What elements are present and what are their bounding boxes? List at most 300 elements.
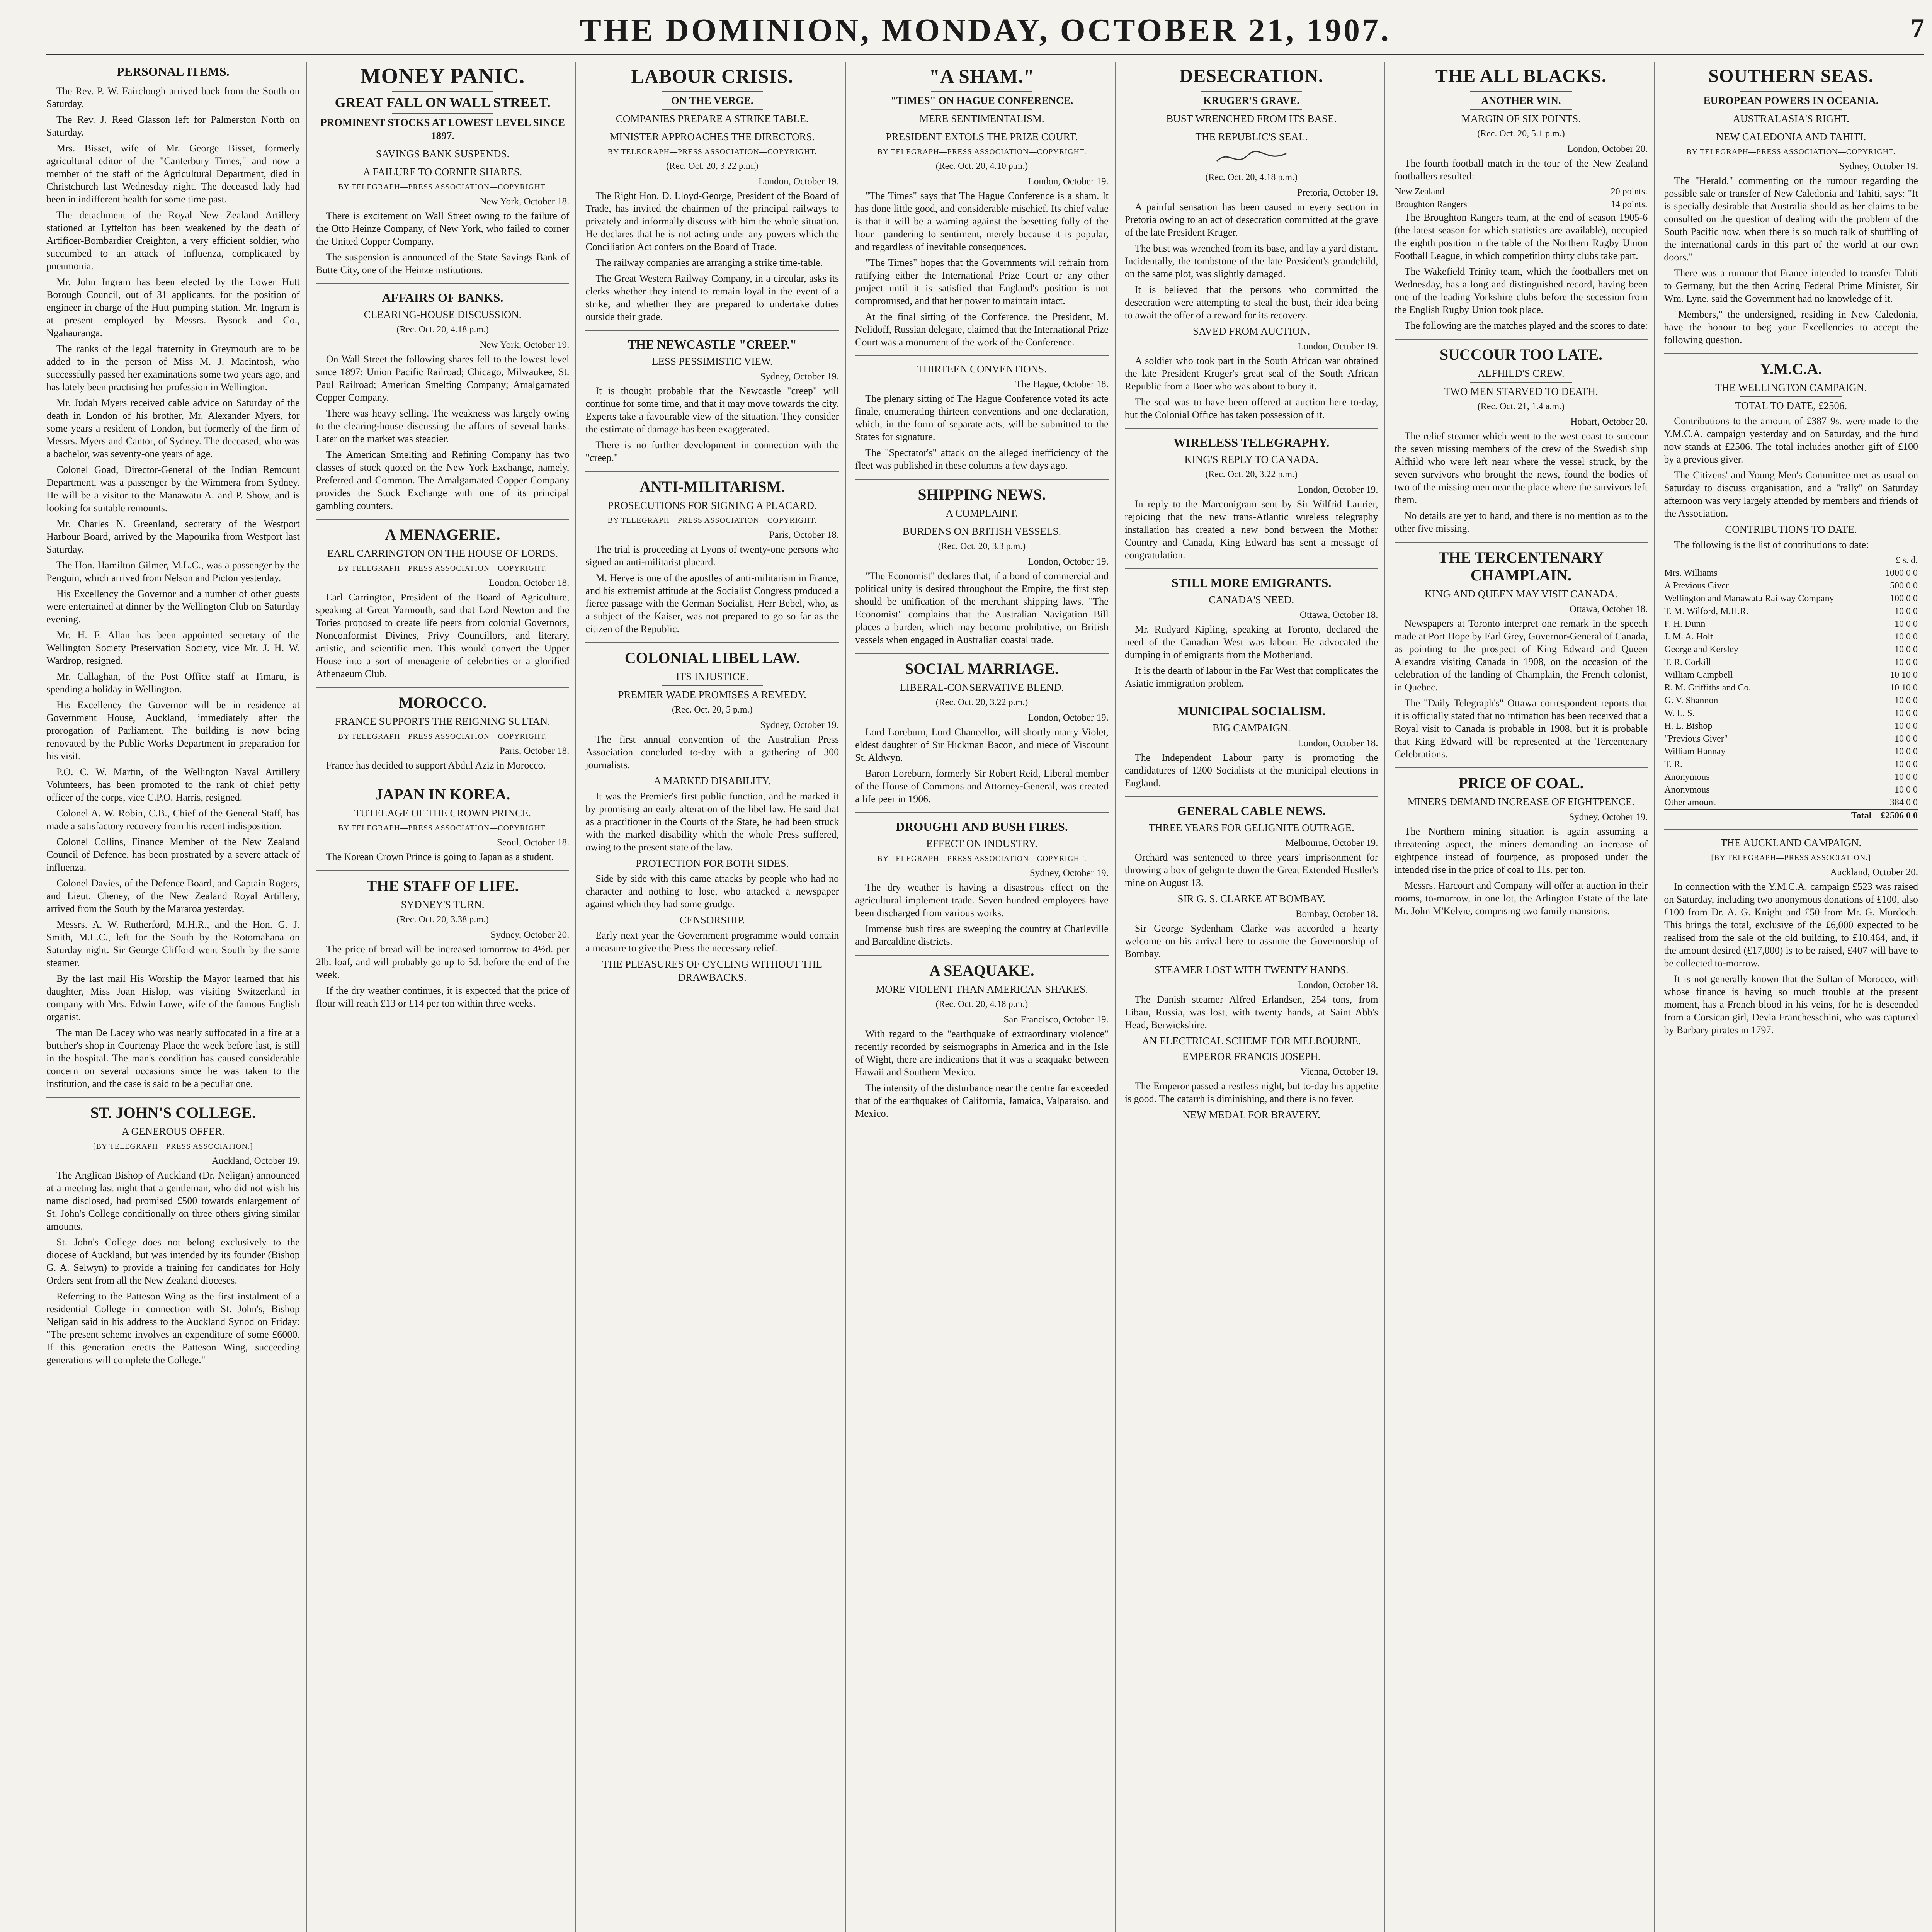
dateline: Bombay, October 18.	[1295, 909, 1378, 919]
contributor-name: J. M. A. Holt	[1664, 632, 1713, 642]
dateline: London, October 20.	[1567, 144, 1648, 154]
article-ymca	[1664, 353, 1918, 822]
received-time: (Rec. Oct. 20, 5 p.m.)	[672, 705, 753, 715]
contribution-amount: 10 0 0	[1895, 606, 1918, 616]
paragraph: Side by side with this came attacks by people who had no character and nothing to lose, who attacked a newspaper against which they had some grudge.	[585, 873, 839, 910]
dateline: Hobart, October 20.	[1570, 417, 1648, 427]
subheading: NEW CALEDONIA AND TAHITI.	[1716, 131, 1866, 143]
column-5	[1125, 62, 1385, 1932]
team-score: 20 points.	[1611, 187, 1648, 197]
article-price-of-coal	[1395, 767, 1648, 917]
paragraph: In connection with the Y.M.C.A. campaign £523 was raised on Saturday, including two anonymous donations of £100, also £100 from Dr. A. G. Knight and £50 from Mr. G. Murdoch. This brings the total, exclusive of the £6,000 expected to be realised from the sale of the old building, to £10,464, and, if the amount desired (£17,000) is to be raised, £407 will have to be collected to-morrow.	[1664, 881, 1918, 969]
byline: BY TELEGRAPH—PRESS ASSOCIATION—COPYRIGHT.	[1686, 148, 1896, 156]
dateline: London, October 19.	[1298, 341, 1378, 352]
subheading: MARGIN OF SIX POINTS.	[1461, 113, 1581, 124]
contribution-amount: 10 0 0	[1895, 696, 1918, 706]
divider	[931, 109, 1032, 110]
paragraph: The plenary sitting of The Hague Conference voted its acte finale, enumerating thirteen conventions and one declaration, which, in the form of separate acts, will be submitted to the States for signature.	[855, 393, 1109, 442]
contributor-name: Wellington and Manawatu Railway Company	[1664, 594, 1834, 604]
subheading: "TIMES" ON HAGUE CONFERENCE.	[890, 95, 1073, 106]
paragraph: Contributions to the amount of £387 9s. were made to the Y.M.C.A. campaign yesterday and on Saturday, and the fund now stands at £2506. The total includes another gift of £100 by a previous giver.	[1664, 415, 1918, 465]
contribution-amount: 10 0 0	[1895, 759, 1918, 769]
paragraph: The trial is proceeding at Lyons of twenty-one persons who signed an anti-militarist placard.	[585, 544, 839, 568]
subheading: A COMPLAINT.	[946, 507, 1018, 519]
table-row	[1664, 745, 1918, 758]
article-heading: SHIPPING NEWS.	[918, 486, 1046, 503]
table-row	[1664, 796, 1918, 810]
divider	[1740, 396, 1842, 397]
paragraph: Referring to the Patteson Wing as the first instalment of a residential College in connection with St. John's, Bishop Neligan said in his address to the Auckland Synod on Friday: "The present scheme involves an expenditure of some £6000. If this generation erects the Patteson Wing, succeeding generations will complete the College."	[46, 1291, 300, 1366]
paragraph: The seal was to have been offered at auction here to-day, but the Colonial Office has taken possession of it.	[1124, 396, 1378, 420]
subheading: ANOTHER WIN.	[1481, 95, 1561, 106]
contribution-amount: 10 0 0	[1895, 747, 1918, 757]
article-heading: THE ALL BLACKS.	[1435, 66, 1607, 86]
paragraph: The Korean Crown Prince is going to Japan as a student.	[326, 851, 554, 862]
total-label: Total	[1664, 810, 1872, 823]
dateline: London, October 18.	[1298, 738, 1378, 748]
contribution-amount: 500 0 0	[1890, 581, 1918, 591]
newspaper-columns	[46, 62, 1924, 1932]
table-row	[1664, 771, 1918, 784]
paragraph: Mr. H. F. Allan has been appointed secretary of the Wellington Society Preservation Society, vice Mr. J. H. W. Wardrop, resigned.	[46, 629, 300, 666]
paragraph: It is thought probable that the Newcastle "creep" will continue for some time, and that it may move towards the city. Experts take a favourable view of the situation. They consider the estimate of damage has been exaggerated.	[585, 385, 839, 435]
dateline: Ottawa, October 18.	[1569, 604, 1648, 614]
article-personal-items	[46, 64, 300, 1090]
subheading: ALFHILD'S CREW.	[1478, 367, 1565, 379]
article-anti-militarism	[585, 471, 839, 635]
match-result-table	[1395, 185, 1648, 211]
paragraph: The "Herald," commenting on the rumour regarding the possible sale or transfer of New Caledonia and Tahiti, says: "It is specially desirable that Australia should as her claims to be consulted on the question of dealing with the problem of the South Pacific now, when there is so much talk of shuffling of the international cards in this part of the world at our own doors."	[1664, 175, 1918, 263]
paragraph: The Wakefield Trinity team, which the footballers met on Wednesday, has a long and distinguished record, having been one of the leading Yorkshire clubs before the secession from the English Rugby Union took place.	[1394, 266, 1648, 315]
contribution-amount: 1000 0 0	[1885, 568, 1918, 578]
subheading: LIBERAL-CONSERVATIVE BLEND.	[900, 682, 1064, 693]
paragraph: A painful sensation has been caused in every section in Pretoria owing to an act of desecration committed at the grave of the late President Kruger.	[1124, 201, 1378, 238]
table-row	[1664, 643, 1918, 656]
paragraph: The Rev. J. Reed Glasson left for Palmerston North on Saturday.	[46, 114, 300, 138]
dateline: New York, October 18.	[480, 196, 570, 207]
article-heading: MOROCCO.	[398, 694, 487, 711]
paragraph: Mrs. Bisset, wife of Mr. George Bisset, formerly agricultural editor of the "Canterbury Times," and now a member of the staff of the Agricultural Department, died in Christchurch last Wednesday night. The deceased lady had been in indifferent health for some time past.	[46, 143, 300, 205]
contributor-name: William Campbell	[1664, 670, 1733, 680]
table-total-row	[1664, 810, 1918, 823]
article-heading: COLONIAL LIBEL LAW.	[624, 649, 800, 667]
received-time: (Rec. Oct. 20, 3.22 p.m.)	[935, 697, 1028, 707]
paragraph: The intensity of the disturbance near the centre far exceeded that of the earthquakes of California, Jamaica, Valparaiso, and Mexico.	[855, 1082, 1109, 1119]
subheading: ON THE VERGE.	[671, 95, 753, 106]
article-social-marriage	[855, 653, 1109, 805]
received-time: (Rec. Oct. 20, 4.10 p.m.)	[935, 161, 1028, 171]
paragraph: "The Times" says that The Hague Conference is a sham. It has done little good, and considerable mischief. Its chief value is that it will be a warning against the besetting folly of the hour—pandering to sentiment, merely because it is popular, and regardless of inevitable consequences.	[855, 190, 1109, 252]
paragraph: The Northern mining situation is again assuming a threatening aspect, the miners demanding an increase of eightpence instead of fourpence, as proposed under the intended rise in the price of coal to 11s. per ton.	[1394, 826, 1648, 875]
table-row	[1664, 592, 1918, 605]
paragraph: The "Spectator's" attack on the alleged inefficiency of the fleet was published in these columns a few days ago.	[855, 447, 1109, 471]
dateline: Sydney, October 19.	[1029, 868, 1109, 878]
table-row	[1664, 605, 1918, 618]
article-heading: JAPAN IN KOREA.	[375, 786, 510, 803]
paragraph: Mr. John Ingram has been elected by the Lower Hutt Borough Council, out of 31 applicants, for the position of engineer in charge of the Hutt pumping station. Mr. Ingram is at present employed by Messrs. Bysock and Co., Ngahauranga.	[46, 276, 300, 338]
contributor-name: A Previous Giver	[1664, 581, 1729, 591]
article-labour-crisis	[585, 64, 839, 323]
paragraph: The following are the matches played and the scores to date:	[1404, 320, 1648, 331]
divider	[1470, 382, 1571, 383]
dateline: London, October 19.	[1028, 556, 1109, 567]
paragraph: There was a rumour that France intended to transfer Tahiti to Germany, but the then Acting Federal Prime Minister, Sir Wm. Lyne, said the Government had no knowledge of it.	[1664, 267, 1918, 304]
article-heading: AFFAIRS OF BANKS.	[382, 291, 503, 304]
byline: BY TELEGRAPH—PRESS ASSOCIATION—COPYRIGHT.	[338, 564, 548, 573]
subheading: FRANCE SUPPORTS THE REIGNING SULTAN.	[335, 716, 550, 727]
subheading: A GENEROUS OFFER.	[121, 1126, 224, 1137]
paragraph: The American Smelting and Refining Company has two classes of stock quoted on the New York Exchange, namely, Preferred and Common. The Amalgamated Copper Company provides the Stock Exchange with one of its principal gambling counters.	[316, 449, 570, 511]
subheading: KING'S REPLY TO CANADA.	[1184, 454, 1319, 465]
paragraph: Mr. Rudyard Kipling, speaking at Toronto, declared the need of the Canadian West was labour. He advocated the dumping in of emigrants from the Motherland.	[1124, 624, 1378, 660]
column-1	[46, 62, 307, 1932]
paragraph: The Anglican Bishop of Auckland (Dr. Neligan) announced at a meeting last night that a gentleman, who did not wish his name disclosed, had promised £500 towards enlargement of St. John's College conditionally on three others giving similar amounts.	[46, 1170, 300, 1232]
byline: BY TELEGRAPH—PRESS ASSOCIATION—COPYRIGHT.	[338, 183, 548, 191]
paragraph: If the dry weather continues, it is expected that the price of flour will reach £13 or £14 per ton within three weeks.	[316, 985, 570, 1009]
paragraph: Orchard was sentenced to three years' imprisonment for throwing a box of gelignite down the Great Extended Hustler's mine on August 13.	[1124, 852, 1378, 888]
dateline: Auckland, October 19.	[211, 1156, 300, 1166]
paragraph: The Citizens' and Young Men's Committee met as usual on Saturday to discuss organisation, and a "rally" on Saturday afternoon was very largely attended by members and friends of the Association.	[1664, 469, 1918, 519]
dateline: Vienna, October 19.	[1300, 1066, 1378, 1077]
contributor-name: Other amount	[1664, 798, 1716, 808]
dateline: Paris, October 18.	[499, 746, 570, 756]
paragraph: Messrs. A. W. Rutherford, M.H.R., and the Hon. G. J. Smith, M.L.C., left for the South by the Rotomahana on Saturday night. Sir George Clifford went South by the same steamer.	[46, 919, 300, 968]
article-heading: "A SHAM."	[929, 65, 1035, 87]
subheading: MORE VIOLENT THAN AMERICAN SHAKES.	[876, 983, 1088, 995]
contribution-amount: 10 0 0	[1895, 772, 1918, 782]
paragraph: The Independent Labour party is promoting the candidatures of 1200 Socialists at the municipal elections in England.	[1124, 752, 1378, 789]
article-st-johns-college	[46, 1097, 300, 1366]
dateline: London, October 19.	[1298, 485, 1378, 495]
contribution-amount: 10 0 0	[1895, 721, 1918, 731]
article-still-more-emigrants	[1125, 568, 1378, 690]
paragraph: The first annual convention of the Australian Press Association concluded to-day with a gathering of 300 journalists.	[585, 734, 839, 770]
dateline: Sydney, October 20.	[490, 930, 570, 940]
contribution-amount: 384 0 0	[1890, 798, 1918, 808]
paragraph: The price of bread will be increased tomorrow to 4½d. per 2lb. loaf, and will probably go up to 5d. before the end of the week.	[316, 944, 570, 980]
received-time: (Rec. Oct. 20, 3.38 p.m.)	[396, 915, 489, 925]
total-value: £2506 0 0	[1872, 810, 1918, 823]
paragraph: A soldier who took part in the South African war obtained the late President Kruger's great seal of the South African Republic from a Boer who was about to bury it.	[1124, 355, 1378, 392]
divider	[392, 113, 493, 114]
dateline: Sydney, October 19.	[760, 720, 839, 730]
divider	[662, 685, 763, 686]
paragraph: Early next year the Government programme would contain a measure to give the Press the necessary relief.	[585, 930, 839, 954]
subheading: THE AUCKLAND CAMPAIGN.	[1721, 837, 1862, 849]
subheading: KRUGER'S GRAVE.	[1203, 95, 1299, 106]
page-number: 7	[1911, 14, 1924, 43]
article-tercentenary-champlain	[1395, 542, 1648, 760]
subheading: THE WELLINGTON CAMPAIGN.	[1715, 382, 1867, 393]
paragraph: Mr. Callaghan, of the Post Office staff at Timaru, is spending a holiday in Wellington.	[46, 671, 300, 695]
article-heading: A SEAQUAKE.	[929, 962, 1034, 979]
paragraph: The Great Western Railway Company, in a circular, asks its clerks whether they intend to remain loyal in the event of a strike, and whether they are prepared to undertake duties outside their grade.	[585, 273, 839, 322]
table-row	[1664, 618, 1918, 631]
table-row	[1664, 694, 1918, 707]
article-colonial-libel-law	[585, 642, 839, 984]
paragraph: There is excitement on Wall Street owing to the failure of the Otto Heinze Company, of New York, who failed to corner the United Copper Company.	[316, 210, 570, 247]
article-menagerie	[316, 519, 570, 680]
article-heading: PERSONAL ITEMS.	[117, 65, 230, 78]
article-heading: PRICE OF COAL.	[1458, 774, 1584, 792]
byline: BY TELEGRAPH—PRESS ASSOCIATION—COPYRIGHT.	[877, 854, 1087, 863]
byline: BY TELEGRAPH—PRESS ASSOCIATION—COPYRIGHT.	[338, 824, 548, 832]
divider	[1740, 91, 1842, 92]
received-time: (Rec. Oct. 20, 3.22 p.m.)	[1205, 469, 1298, 480]
paragraph: It is believed that the persons who committed the desecration were attempting to steal the bust, their idea being to await the offer of a reward for its recovery.	[1124, 284, 1378, 321]
paragraph: The "Daily Telegraph's" Ottawa correspondent reports that it is officially stated that no intimation has been received that a Royal visit to Canada is probable in 1908, but it is probable that King Edward will be represented at the Tercentenary Celebrations.	[1394, 697, 1648, 760]
subheading: BIG CAMPAIGN.	[1212, 722, 1291, 734]
paragraph: Sir George Sydenham Clarke was accorded a hearty welcome on his arrival here to assume the Governorship of Bombay.	[1124, 923, 1378, 959]
dateline: London, October 19.	[1028, 713, 1109, 723]
team-name: Broughton Rangers	[1395, 199, 1467, 209]
subheading: A MARKED DISABILITY.	[653, 775, 771, 787]
paragraph: The Right Hon. D. Lloyd-George, President of the Board of Trade, has invited the chairmen of the principal railways to privately and informally discuss with him the whole situation. He declares that he is not acting under any powers which the Conciliation Act confers on the Board of Trade.	[585, 190, 839, 252]
subheading: PROMINENT STOCKS AT LOWEST LEVEL SINCE 1897.	[320, 117, 565, 141]
divider	[662, 91, 763, 92]
contributor-name: W. L. S.	[1664, 708, 1695, 718]
subheading: CLEARING-HOUSE DISCUSSION.	[364, 309, 522, 320]
table-row	[1664, 707, 1918, 720]
subheading: THE REPUBLIC'S SEAL.	[1195, 131, 1308, 143]
byline: BY TELEGRAPH—PRESS ASSOCIATION—COPYRIGHT.	[607, 516, 817, 525]
article-heading: GENERAL CABLE NEWS.	[1177, 804, 1326, 818]
paragraph: M. Herve is one of the apostles of anti-militarism in France, and his extremist attitude at the Socialist Congress produced a fierce passage with the German Socialist, Herr Bebel, who, as a subject of the Kaiser, was not prepared to go so far as the citizen of the Republic.	[585, 572, 839, 634]
article-heading: THE TERCENTENARY CHAMPLAIN.	[1438, 549, 1604, 584]
column-6	[1395, 62, 1655, 1932]
divider	[1470, 109, 1571, 110]
subheading: SYDNEY'S TURN.	[401, 899, 485, 910]
article-heading: A MENAGERIE.	[385, 526, 500, 543]
article-heading: MONEY PANIC.	[360, 64, 525, 88]
dateline: London, October 19.	[758, 176, 839, 187]
contribution-amount: 10 10 0	[1890, 670, 1918, 680]
contribution-amount: 10 0 0	[1895, 645, 1918, 655]
received-time: (Rec. Oct. 20, 3.3 p.m.)	[938, 541, 1026, 551]
subheading: BUST WRENCHED FROM ITS BASE.	[1166, 113, 1337, 124]
subheading: ITS INJUSTICE.	[676, 671, 749, 682]
article-heading: SOCIAL MARRIAGE.	[905, 660, 1059, 677]
subheading: A FAILURE TO CORNER SHARES.	[363, 166, 522, 178]
table-row	[1395, 185, 1648, 198]
article-seaquake	[855, 955, 1109, 1120]
subheading: PREMIER WADE PROMISES A REMEDY.	[618, 689, 806, 701]
article-heading: DESECRATION.	[1179, 66, 1323, 86]
paragraph: Colonel Collins, Finance Member of the New Zealand Council of Defence, has been prostrated by a severe attack of influenza.	[46, 836, 300, 873]
byline: [BY TELEGRAPH—PRESS ASSOCIATION.]	[1711, 854, 1871, 862]
paragraph: His Excellency the Governor will be in residence at Government House, Auckland, immediately after the prorogation of Parliament. The building is now being renovated by the Public Works Department in preparation for his visit.	[46, 699, 300, 762]
paragraph: With regard to the "earthquake of extraordinary violence" recently recorded by seismographs in America and in the Isle of Wight, there are indications that it was a seaquake between Hawaii and Southern Mexico.	[855, 1028, 1109, 1078]
paragraph: The following is the list of contributions to date:	[1674, 539, 1869, 550]
column-4	[855, 62, 1116, 1932]
subheading: TUTELAGE OF THE CROWN PRINCE.	[354, 807, 531, 819]
dateline: Seoul, October 18.	[497, 837, 570, 848]
article-all-blacks	[1395, 64, 1648, 332]
subheading: MERE SENTIMENTALISM.	[919, 113, 1044, 124]
paragraph: France has decided to support Abdul Aziz in Morocco.	[326, 760, 546, 771]
subheading: LESS PESSIMISTIC VIEW.	[651, 355, 773, 367]
article-heading: THE STAFF OF LIFE.	[366, 877, 519, 895]
table-row	[1664, 631, 1918, 643]
dateline: Auckland, October 20.	[1830, 867, 1918, 878]
article-heading: ANTI-MILITARISM.	[639, 478, 785, 495]
paragraph: Newspapers at Toronto interpret one remark in the speech made at Port Hope by Earl Grey, Governor-General of Canada, as pointing to the prospect of King Edward and Queen Alexandra visiting Canada in 1908, on the occasion of the celebration of the landing of Champlain, the French colonist, in Quebec.	[1394, 618, 1648, 693]
paragraph: The Broughton Rangers team, at the end of season 1905-6 (the latest season for which statistics are available), occupied the eighth position in the table of the Northern Rugby Union Football League, in which competition thirty clubs take part.	[1394, 212, 1648, 261]
article-money-panic	[316, 64, 570, 276]
byline: BY TELEGRAPH—PRESS ASSOCIATION—COPYRIGHT.	[338, 732, 548, 741]
paragraph: It was the Premier's first public function, and he marked it by promising an early alteration of the libel law. He said that as a practitioner in the Courts of the State, he had been struck with the marked disability which the whole Press suffered, owing to the present state of the law.	[585, 791, 839, 853]
paragraph: Colonel A. W. Robin, C.B., Chief of the General Staff, has made a satisfactory recovery from his recent indisposition.	[46, 808, 300, 832]
paragraph: There was heavy selling. The weakness was largely owing to the clearing-house discussing the affairs of several banks. Later on the market was steadier.	[316, 408, 570, 444]
contribution-amount: 10 0 0	[1895, 734, 1918, 744]
dateline: Sydney, October 19.	[1839, 161, 1918, 172]
paragraph: The ranks of the legal fraternity in Greymouth are to be added to in the person of Miss M. J. Macintosh, who successfully passed her examinations some two years ago, and has lately been practising her profession in Wellington.	[46, 343, 300, 393]
subheading: EARL CARRINGTON ON THE HOUSE OF LORDS.	[327, 548, 558, 559]
subheading: PROSECUTIONS FOR SIGNING A PLACARD.	[607, 500, 817, 511]
paragraph: The Danish steamer Alfred Erlandsen, 254 tons, from Libau, Russia, was lost, with twenty hands, at Saint Abb's Head, Berwickshire.	[1124, 994, 1378, 1031]
team-name: New Zealand	[1395, 187, 1445, 197]
table-row	[1664, 669, 1918, 682]
article-heading: MUNICIPAL SOCIALISM.	[1177, 704, 1326, 718]
paragraph: "The Times" hopes that the Governments will refrain from ratifying either the International Prize Court or any other project until it is satisfied that England's position is not compromised, and that her power to maintain intact.	[855, 257, 1109, 306]
contribution-amount: 10 0 0	[1895, 657, 1918, 667]
paragraph: It is not generally known that the Sultan of Morocco, with whose finance is having so much trouble at the present moment, has a French blood in his veins, for he is descended from a Corsican girl, Devia Franchesschini, who was captured by Barbary pirates in 1797.	[1664, 973, 1918, 1036]
paragraph: The railway companies are arranging a strike time-table.	[595, 257, 823, 268]
paragraph: Colonel Davies, of the Defence Board, and Captain Rogers, and Lieut. Cheney, of the New Zealand Royal Artillery, arrived from the South by the Mararoa yesterday.	[46, 878, 300, 914]
subheading: EMPEROR FRANCIS JOSEPH.	[1182, 1051, 1321, 1062]
divider	[1470, 91, 1571, 92]
divider	[1201, 109, 1302, 110]
contribution-amount: 10 0 0	[1895, 785, 1918, 795]
contributor-name: T. R. Corkill	[1664, 657, 1711, 667]
contributor-name: William Hannay	[1664, 747, 1726, 757]
masthead-title: THE DOMINION, MONDAY, OCTOBER 21, 1907.	[579, 12, 1391, 48]
received-time: (Rec. Oct. 21, 1.4 a.m.)	[1477, 401, 1565, 412]
divider	[1740, 109, 1842, 110]
contribution-amount: 10 0 0	[1895, 632, 1918, 642]
contribution-amount: 10 0 0	[1895, 619, 1918, 629]
currency-columns: £ s. d.	[1895, 555, 1918, 565]
dateline: San Francisco, October 19.	[1003, 1014, 1109, 1025]
dateline: London, October 18.	[1298, 980, 1378, 990]
paragraph: There is no further development in connection with the "creep."	[585, 439, 839, 463]
article-staff-of-life	[316, 870, 570, 1010]
dateline: Melbourne, October 19.	[1285, 838, 1378, 848]
subheading: SIR G. S. CLARKE AT BOMBAY.	[1177, 893, 1325, 905]
article-heading: DROUGHT AND BUSH FIRES.	[896, 820, 1068, 833]
contributor-name: Mrs. Williams	[1664, 568, 1718, 578]
paragraph: The suspension is announced of the State Savings Bank of Butte City, one of the Heinze institutions.	[316, 252, 570, 276]
paragraph: The Emperor passed a restless night, but to-day his appetite is good. The catarrh is diminishing, and there is no fever.	[1124, 1080, 1378, 1104]
contribution-amount: 10 0 0	[1895, 708, 1918, 718]
paragraph: "Members," the undersigned, residing in New Caledonia, have the honour to beg your Excellencies to accept the following question.	[1664, 309, 1918, 345]
dateline: London, October 18.	[489, 578, 570, 588]
paragraph: Earl Carrington, President of the Board of Agriculture, speaking at Great Yarmouth, said that Lord Newton and the Tories proposed to create life peers from colonial Governors, Nonconformist Divines, Privy Councillors, and literary, artistic, and scientific men. This would convert the Upper House into a sort of menagerie of celebrities or a glorified Athenaeum Club.	[316, 592, 570, 679]
article-southern-seas	[1664, 64, 1918, 346]
article-a-sham	[855, 64, 1109, 349]
dateline: The Hague, October 18.	[1015, 379, 1109, 389]
subheading: PROTECTION FOR BOTH SIDES.	[636, 857, 789, 869]
signature-flourish-icon	[1213, 146, 1290, 169]
paragraph: P.O. C. W. Martin, of the Wellington Naval Artillery Volunteers, has been promoted to the rank of chief petty officer of the corps, vice C.P.O. Harris, resigned.	[46, 766, 300, 803]
subheading: MINERS DEMAND INCREASE OF EIGHTPENCE.	[1407, 796, 1635, 808]
subheading: EUROPEAN POWERS IN OCEANIA.	[1703, 95, 1879, 106]
contributor-name: F. H. Dunn	[1664, 619, 1706, 629]
dateline: Paris, October 18.	[769, 530, 839, 540]
contributor-name: H. L. Bishop	[1664, 721, 1713, 731]
paragraph: The Hon. Hamilton Gilmer, M.L.C., was a passenger by the Penguin, which arrived from Nelson and Picton yesterday.	[46, 560, 300, 583]
article-morocco	[316, 687, 570, 772]
paragraph: St. John's College does not belong exclusively to the diocese of Auckland, but was intended by its founder (Bishop G. A. Selwyn) to provide a training for candidates for Holy Orders sent from all the New Zealand dioceses.	[46, 1236, 300, 1286]
paragraph: Mr. Charles N. Greenland, secretary of the Westport Harbour Board, arrived by the Mapourika from Westport last Saturday.	[46, 518, 300, 555]
dateline: Sydney, October 19.	[1569, 812, 1648, 822]
paragraph: The detachment of the Royal New Zealand Artillery stationed at Lyttelton has been weakened by the death of Artificer-Bombardier Creighton, a very efficient soldier, who succumbed to an attack of influenza, complicated by pneumonia.	[46, 209, 300, 272]
paragraph: The man De Lacey who was nearly suffocated in a fire at a butcher's shop in Courtenay Place the week before last, is still in the hospital. The man's condition has caused considerable concern on several occasions since he was taken to the institution, and the case is said to be a peculiar one.	[46, 1027, 300, 1089]
subheading: AUSTRALASIA'S RIGHT.	[1733, 113, 1849, 124]
article-heading: LABOUR CRISIS.	[631, 65, 794, 87]
article-heading: Y.M.C.A.	[1760, 360, 1822, 378]
received-time: (Rec. Oct. 20, 4.18 p.m.)	[396, 325, 489, 335]
byline: [BY TELEGRAPH—PRESS ASSOCIATION.]	[93, 1142, 253, 1151]
subheading: KING AND QUEEN MAY VISIT CANADA.	[1424, 588, 1618, 600]
paragraph: Colonel Goad, Director-General of the Indian Remount Department, was a passenger by the Wimmera from Sydney. He will be a visitor to the Manawatu A. and P. Show, and is looking for suitable remounts.	[46, 464, 300, 514]
contributor-name: T. M. Wilford, M.H.R.	[1664, 606, 1748, 616]
subheading: MINISTER APPROACHES THE DIRECTORS.	[610, 131, 815, 143]
paragraph: The relief steamer which went to the west coast to succour the seven missing members of the crew of the Swedish ship Alfhild who were left near where the vessel struck, by the seven survivors who brought the news, found the bodies of two of the missing men near the place where the survivors left them.	[1394, 430, 1648, 505]
article-heading: STILL MORE EMIGRANTS.	[1171, 576, 1332, 590]
subheading: THREE YEARS FOR GELIGNITE OUTRAGE.	[1148, 822, 1354, 833]
subheading: THIRTEEN CONVENTIONS.	[917, 363, 1047, 375]
dateline: Sydney, October 19.	[760, 371, 839, 382]
table-header-row	[1664, 554, 1918, 567]
article-heading: SOUTHERN SEAS.	[1708, 66, 1874, 86]
paragraph: The fourth football match in the tour of the New Zealand footballers resulted:	[1394, 158, 1648, 182]
paragraph: On Wall Street the following shares fell to the lowest level since 1897: Union Pacific Railroad; Chicago, Milwaukee, St. Paul Railroad; American Smelting Company; Amalgamated Copper Company.	[316, 354, 570, 403]
subheading: SAVINGS BANK SUSPENDS.	[376, 148, 510, 160]
dateline: New York, October 19.	[480, 340, 570, 350]
subheading: COMPANIES PREPARE A STRIKE TABLE.	[616, 113, 809, 124]
article-thirteen-conventions	[855, 355, 1109, 472]
contribution-amount: 100 0 0	[1890, 594, 1918, 604]
article-drought-bush-fires	[855, 812, 1109, 948]
table-row	[1664, 784, 1918, 796]
article-general-cable-news	[1125, 796, 1378, 1121]
subheading: CANADA'S NEED.	[1209, 594, 1294, 605]
received-time: (Rec. Oct. 20, 5.1 p.m.)	[1477, 129, 1565, 139]
article-heading: THE NEWCASTLE "CREEP."	[628, 337, 797, 351]
byline: BY TELEGRAPH—PRESS ASSOCIATION—COPYRIGHT.	[607, 148, 817, 156]
paragraph: "The Economist" declares that, if a bond of commercial and political unity is desired throughout the Empire, the first step should be unification of the merchant shipping laws. "The Economist" complains that the Australian Navigation Bill places a burden, which may become prohibitive, on British vessels when engaged in Australian coastal trade.	[855, 570, 1109, 645]
contributor-name: Anonymous	[1664, 785, 1710, 795]
table-row	[1664, 733, 1918, 745]
table-row	[1664, 758, 1918, 771]
received-time: (Rec. Oct. 20, 3.22 p.m.)	[666, 161, 759, 171]
column-2	[316, 62, 577, 1932]
subheading: GREAT FALL ON WALL STREET.	[335, 95, 551, 110]
contributor-name: Anonymous	[1664, 772, 1710, 782]
subheading: NEW MEDAL FOR BRAVERY.	[1182, 1109, 1320, 1121]
article-heading: WIRELESS TELEGRAPHY.	[1173, 435, 1330, 449]
contributor-name: George and Kersley	[1664, 645, 1738, 655]
column-7	[1664, 62, 1924, 1932]
column-3	[585, 62, 846, 1932]
subheading: TWO MEN STARVED TO DEATH.	[1444, 386, 1598, 397]
paragraph: His Excellency the Governor and a number of other guests were entertained at dinner by the Wellington Club on Saturday evening.	[46, 588, 300, 625]
table-row	[1664, 656, 1918, 669]
article-desecration	[1125, 64, 1378, 421]
subheading: CONTRIBUTIONS TO DATE.	[1725, 524, 1857, 535]
article-newcastle-creep	[585, 330, 839, 464]
